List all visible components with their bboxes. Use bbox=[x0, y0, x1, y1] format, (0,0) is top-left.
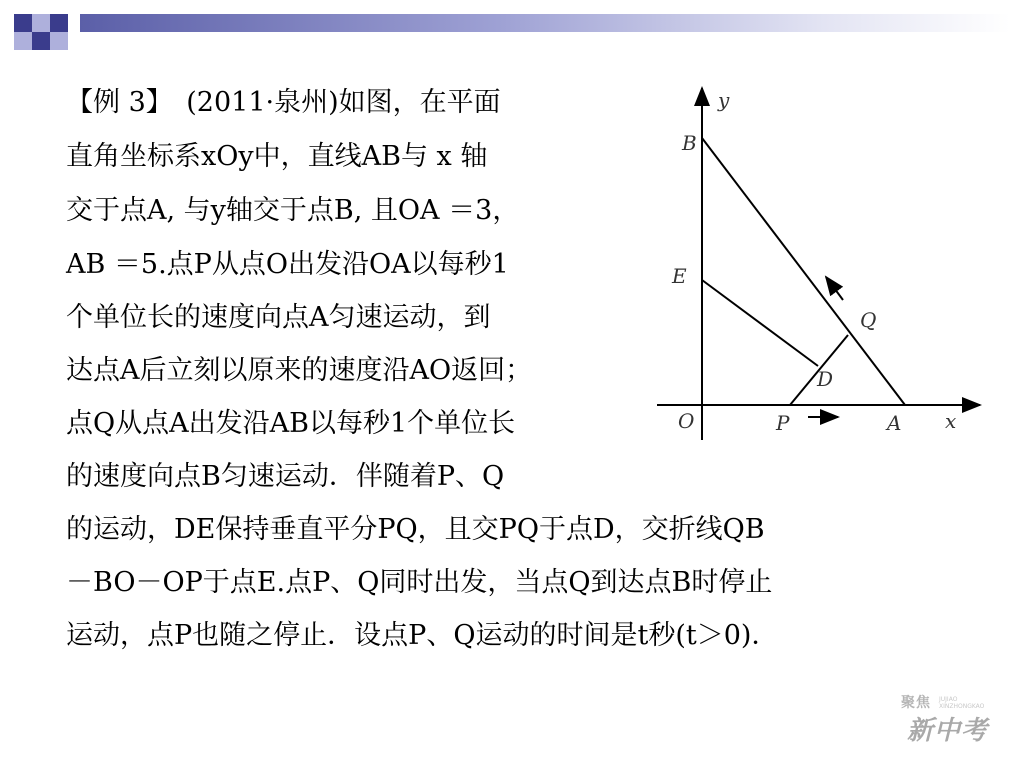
problem-line-7: 点Q从点A出发沿AB以每秒1个单位长 bbox=[66, 408, 516, 439]
problem-line-9: 的运动，DE保持垂直平分PQ，且交PQ于点D，交折线QB bbox=[66, 514, 765, 545]
problem-line-5: 个单位长的速度向点A匀速运动，到 bbox=[66, 302, 491, 333]
label-b: B bbox=[682, 131, 697, 155]
label-y: y bbox=[718, 88, 730, 112]
arrow-q-up bbox=[826, 277, 843, 300]
header-square-light bbox=[32, 14, 50, 32]
logo-small-text: JUJIAO XINZHONGKAO bbox=[939, 696, 985, 710]
header-square-light bbox=[14, 32, 32, 50]
line-ab bbox=[702, 138, 905, 405]
problem-line-1: 【例 3】 (2011·泉州)如图，在平面 bbox=[66, 87, 501, 118]
logo-main-text: 新中考 bbox=[907, 716, 989, 746]
header-square-dark bbox=[14, 14, 32, 32]
label-a: A bbox=[887, 411, 902, 435]
label-q: Q bbox=[860, 308, 877, 332]
problem-line-8: 的速度向点B匀速运动．伴随着P、Q bbox=[66, 461, 505, 492]
label-p: P bbox=[776, 411, 790, 435]
logo-top-text: 聚焦 bbox=[901, 695, 931, 711]
header-square-dark bbox=[32, 32, 50, 50]
brand-logo bbox=[893, 690, 1003, 750]
header-square-light bbox=[50, 32, 68, 50]
label-o: O bbox=[678, 409, 695, 433]
problem-line-6: 达点A后立刻以原来的速度沿AO返回； bbox=[66, 355, 533, 386]
header-gradient-band bbox=[80, 14, 1010, 32]
segment-ed bbox=[702, 280, 818, 366]
problem-line-10: －BO－OP于点E.点P、Q同时出发，当点Q到达点B时停止 bbox=[66, 567, 773, 598]
problem-line-3: 交于点A, 与y轴交于点B, 且OA ＝3， bbox=[66, 195, 520, 226]
problem-line-11: 运动，点P也随之停止．设点P、Q运动的时间是t秒(t＞0)． bbox=[66, 620, 779, 651]
geometry-diagram bbox=[650, 80, 990, 450]
problem-line-2: 直角坐标系xOy中，直线AB与 x 轴 bbox=[66, 141, 488, 172]
label-e: E bbox=[672, 264, 687, 288]
problem-line-4: AB ＝5.点P从点O出发沿OA以每秒1 bbox=[66, 249, 509, 280]
label-x: x bbox=[945, 409, 957, 433]
label-d: D bbox=[817, 367, 834, 391]
header-square-dark bbox=[50, 14, 68, 32]
